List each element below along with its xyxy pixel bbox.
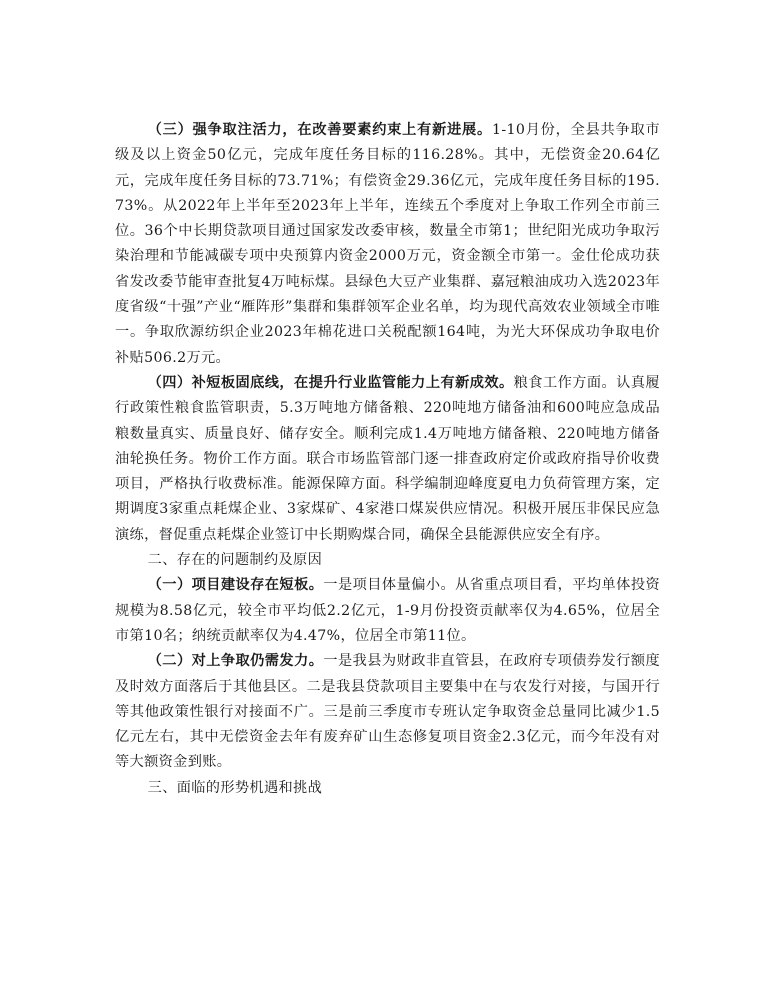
paragraph-funding-progress <box>115 118 660 371</box>
section-heading-problems: 二、存在的问题制约及原因 <box>147 552 323 569</box>
paragraph-funding-efforts <box>115 649 660 775</box>
paragraph-body: 一是项目体量偏小。从省重点项目看，平均单体投资规模为8.58亿元，较全市平均低2.2亿元，1-9月份投资贡献率仅为4.65%，位居全市第10名；纳统贡献率仅为4.47%，位居全市第11位。 <box>115 577 660 644</box>
paragraph-lead-bold: （三）强争取注活力，在改善要素约束上有新进展。 <box>147 122 492 138</box>
paragraph-body: 1-10月份，全县共争取市级及以上资金50亿元，完成年度任务目标的116.28%。其中，无偿资金20.64亿元，完成年度任务目标的73.71%；有偿资金29.36亿元，完成年度任务目标的195.73%。从2022年上半年至2023年上半年，连续五个季度对上争取工作列全市前三位。36个中长期贷款项目通过国家发改委审核，数量全市第1；世纪阳光成功争取污染治理和节能减碳专项中央预算内资金2000万元，资金额全市第一。金仕伦成功获省发改委节能审查批复4万吨标煤。县绿色大豆产业集群、嘉冠粮油成功入选2023年度省级“十强”产业“雁阵形”集群和集群领军企业名单，均为现代高效农业领域全市唯一。争取欣源纺织企业2023年棉花进口关税配额164吨，为光大环保成功争取电价补贴506.2万元。 <box>115 122 660 366</box>
paragraph-body: 一是我县为财政非直管县，在政府专项债券发行额度及时效方面落后于其他县区。二是我县贷款项目主要集中在与农发行对接，与国开行等其他政策性银行对接面不广。三是前三季度市专班认定争取资金总量同比减少1.5亿元左右，其中无偿资金去年有废弃矿山生态修复项目资金2.3亿元，而今年没有对等大额资金到账。 <box>115 653 660 771</box>
paragraph-lead-bold: （二）对上争取仍需发力。 <box>147 653 324 670</box>
paragraph-lead-bold: （一）项目建设存在短板。 <box>147 577 324 594</box>
document-page <box>115 118 660 801</box>
paragraph-lead-bold: （四）补短板固底线，在提升行业监管能力上有新成效。 <box>147 374 514 391</box>
section-heading-opportunities: 三、面临的形势机遇和挑战 <box>147 779 323 796</box>
paragraph-body: 粮食工作方面。认真履行政策性粮食监管职责，5.3万吨地方储备粮、220吨地方储备油和600吨应急成品粮数量真实、质量良好、储存安全。顺利完成1.4万吨地方储备粮、220吨地方储备油轮换任务。物价工作方面。联合市场监管部门逐一排查政府定价或政府指导价收费项目，严格执行收费标准。能源保障方面。科学编制迎峰度夏电力负荷管理方案，定期调度3家重点耗煤企业、3家煤矿、4家港口煤炭供应情况。积极开展压非保民应急演练，督促重点耗煤企业签订中长期购煤合同，确保全县能源供应安全有序。 <box>115 374 660 543</box>
paragraph-regulation-progress <box>115 371 660 548</box>
paragraph-project-shortcomings <box>115 573 660 649</box>
